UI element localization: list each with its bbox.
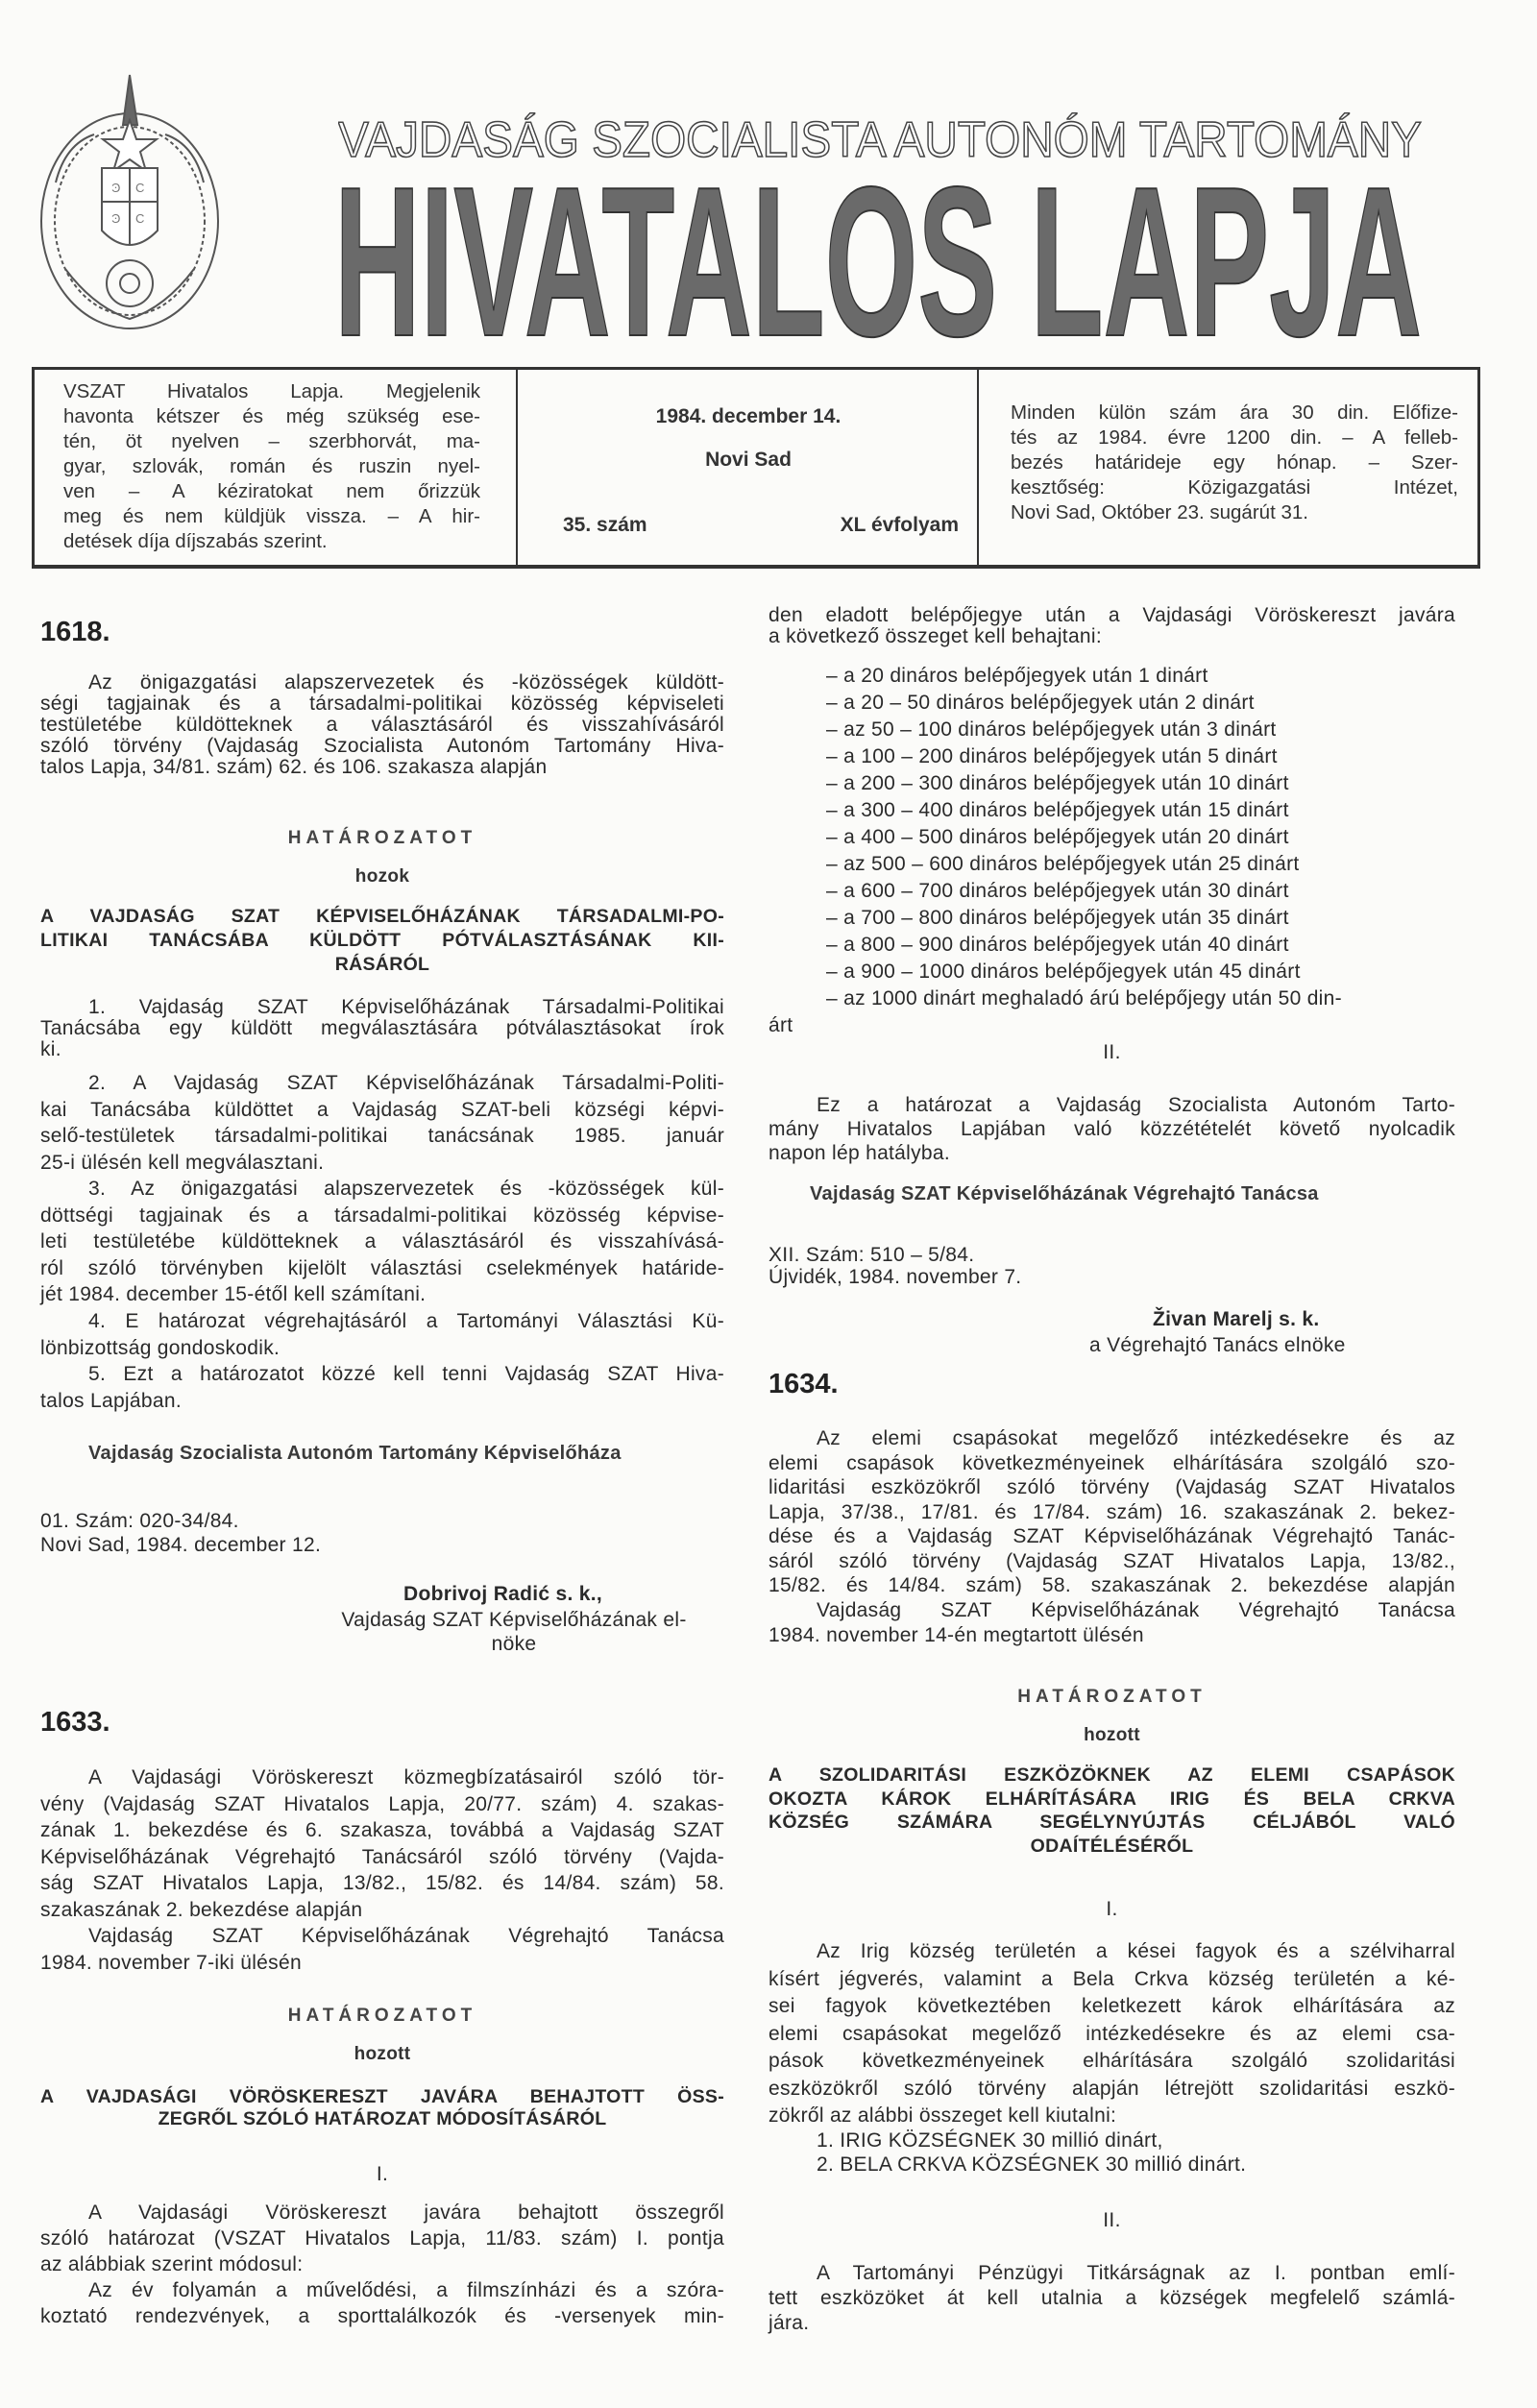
text-line: – a 20 – 50 dináros belépőjegyek után 2 dinárt (826, 692, 1255, 714)
item-4 (40, 1308, 724, 1361)
section-2-1634: II. (1103, 2209, 1121, 2231)
para-3-1633 (768, 1093, 1455, 1165)
text-line: zökről az alábbi összeget kell kiutalni: (768, 2104, 1117, 2127)
section-2-1633: II. (1103, 1041, 1121, 1063)
subscription-notice (1011, 401, 1458, 525)
text-line: 25-i ülésén kell megválasztani. (40, 1151, 325, 1174)
text-line: Vajdaság SZAT Képviselőházának Végrehajtó Tanácsa (817, 1599, 1455, 1621)
text-line: tés az 1984. évre 1200 din. – A felleb- (1011, 426, 1458, 449)
svg-text:Ͽ: Ͽ (111, 181, 121, 195)
text-line: döttségi tagjainak és a társadalmi-politikai közösség képvise- (40, 1204, 724, 1227)
decision-number-1633: 1633. (40, 1707, 110, 1738)
text-line: Minden külön szám ára 30 din. Előfize- (1011, 401, 1458, 424)
text-line: elemi csapások következményeinek elhárítására szolgáló szo- (768, 1451, 1455, 1474)
svg-text:Ͽ: Ͽ (111, 211, 121, 226)
text-line: ki. (40, 1038, 61, 1060)
heading-1618: HATÁROZATOT (287, 828, 477, 848)
text-line: Vajdaság SZAT Képviselőházának el- (341, 1609, 687, 1631)
text-line: lönbizottság gondoskodik. (40, 1336, 281, 1359)
text-line: Tanácsába egy küldött megválasztására pótválasztásokat írok (40, 1017, 724, 1039)
text-line: jét 1984. december 15-étől kell számítani. (40, 1283, 427, 1305)
text-line: Az Irig község területén a kései fagyok és a szélviharral (817, 1940, 1455, 1962)
item-2 (40, 1070, 724, 1176)
text-line: kai Tanácsába küldöttet a Vajdaság SZAT-beli községi képvi- (40, 1098, 724, 1121)
text-line: Ez a határozat a Vajdaság Szocialista Autonóm Tarto- (817, 1094, 1455, 1116)
text-line: RÁSÁRÓL (334, 954, 430, 975)
text-line: tett eszközöket át kell utalnia a községek megfelelő számlá- (768, 2287, 1455, 2309)
session-1633 (40, 1923, 724, 1976)
text-line: – a 100 – 200 dináros belépőjegyek után 5 dinárt (826, 745, 1278, 767)
text-line: ról szóló törvényben kijelölt választási cselekmények határide- (40, 1256, 724, 1279)
coat-of-arms-emblem (27, 67, 233, 341)
text-line: A VAJDASÁGI VÖRÖSKERESZT JAVÁRA BEHAJTOTT ÖSS- (40, 2086, 724, 2107)
text-line: – a 20 dináros belépőjegyek után 1 dinárt (826, 665, 1208, 687)
section-1-1633: I. (376, 2163, 389, 2185)
svg-text:C: C (135, 211, 145, 226)
issue-place: Novi Sad (705, 449, 792, 471)
emblem-icon (27, 67, 233, 341)
text-line: – a 300 – 400 dináros belépőjegyek után 15 dinárt (826, 799, 1289, 821)
text-line: ven – A kéziratokat nem őrizzük (63, 480, 480, 502)
para-2-1634 (768, 2261, 1455, 2336)
title-1633 (40, 2086, 724, 2130)
text-line: 5. Ezt a határozatot közzé kell tenni Vajdaság SZAT Hiva- (88, 1363, 724, 1385)
signer-title-1633: a Végrehajtó Tanács elnöke (1089, 1334, 1346, 1356)
verb-1633: hozott (354, 2044, 411, 2064)
item-5 (40, 1361, 724, 1414)
title-1634 (768, 1763, 1455, 1858)
text-line: szóló törvény (Vajdaság Szocialista Autonóm Tartomány Hiva- (40, 735, 724, 757)
text-line: eszközökről szóló törvény alapján létrejött szolidaritási eszkö- (768, 2077, 1455, 2100)
text-line: A Vajdasági Vöröskereszt közmegbízatásairól szóló tör- (88, 1766, 724, 1788)
text-line: Képviselőházának Végrehajtó Tanácsáról szóló törvény (Vajda- (40, 1845, 724, 1868)
text-line: bezés határideje egy hónap. – Szer- (1011, 451, 1458, 474)
masthead-title (334, 179, 1426, 342)
rates-list-tail: árt (768, 1014, 793, 1036)
text-line: A VAJDASÁG SZAT KÉPVISELŐHÁZÁNAK TÁRSADALMI-PO- (40, 906, 724, 927)
rates-list (826, 663, 1455, 1012)
text-line: A Tartományi Pénzügyi Titkárságnak az I. pontban emlí- (817, 2262, 1455, 2284)
publication-notice (63, 379, 480, 554)
text-line: ZEGRŐL SZÓLÓ HATÁROZAT MÓDOSÍTÁSÁRÓL (158, 2108, 607, 2129)
para-2-continued-1633 (768, 605, 1455, 647)
para-1-1633 (40, 2200, 724, 2277)
text-line: vény (Vajdaság SZAT Hivatalos Lapja, 20/77. szám) 4. szakas- (40, 1792, 724, 1815)
para-1-1634 (768, 1938, 1455, 2130)
text-line: 2. A Vajdaság SZAT Képviselőházának Társadalmi-Politi- (88, 1072, 724, 1094)
text-line: 1. IRIG KÖZSÉGNEK 30 millió dinárt, (817, 2129, 1163, 2152)
ref-number-1633: XII. Szám: 510 – 5/84. (768, 1244, 975, 1266)
text-line: ság SZAT Hivatalos Lapja, 13/82., 15/82. és 14/84. szám) 58. (40, 1872, 724, 1894)
text-line: Az elemi csapásokat megelőző intézkedésekre és az (817, 1427, 1455, 1449)
text-line: – az 500 – 600 dináros belépőjegyek után 25 dinárt (826, 853, 1300, 875)
issuer-1618: Vajdaság Szocialista Autonóm Tartomány Képviselőháza (88, 1443, 622, 1464)
allocations-list (817, 2128, 1455, 2177)
text-line: – a 600 – 700 dináros belépőjegyek után 30 dinárt (826, 880, 1289, 902)
heading-1633: HATÁROZATOT (287, 2006, 477, 2026)
text-line: 15/82. és 14/84. szám) 58. szakaszának 2. bekezdése alapján (768, 1574, 1455, 1596)
text-line: 2. BELA CRKVA KÖZSÉGNEK 30 millió dinárt. (817, 2153, 1247, 2176)
text-line: koztató rendezvények, a sporttalálkozók és -versenyek min- (40, 2305, 724, 2327)
text-line: elemi csapásokat megelőző intézkedésekre és az elemi csa- (768, 2022, 1455, 2045)
text-line: sei fagyok következtében keletkezett károk elhárítására az (768, 1995, 1455, 2017)
text-line: napon lép hatályba. (768, 1142, 951, 1164)
title-1618 (40, 905, 724, 977)
verb-1618: hozok (354, 866, 410, 887)
text-line: nöke (491, 1633, 537, 1655)
text-line: – az 50 – 100 dináros belépőjegyek után 3 dinárt (826, 718, 1277, 741)
text-line: – a 900 – 1000 dináros belépőjegyek után 45 dinárt (826, 961, 1301, 983)
text-line: 1984. november 7-iki ülésén (40, 1951, 302, 1974)
preamble-1634 (768, 1426, 1455, 1598)
text-line: talos Lapja, 34/81. szám) 62. és 106. szakasza alapján (40, 756, 548, 778)
text-line: mány Hivatalos Lapjában való közzétételét követő nyolcadik (768, 1118, 1455, 1140)
issue-date: 1984. december 14. (655, 405, 842, 427)
volume-number: XL évfolyam (840, 514, 959, 536)
preamble-1618 (40, 672, 724, 778)
text-line: dése és a Vajdaság SZAT Képviselőházának Végrehajtó Tanác- (768, 1525, 1455, 1547)
text-line: – az 1000 dinárt meghaladó árú belépőjegy után 50 din- (826, 987, 1342, 1009)
preamble-1633 (40, 1764, 724, 1923)
text-line: KÖZSÉG SZÁMÁRA SEGÉLYNYÚJTÁS CÉLJÁBÓL VALÓ (768, 1812, 1455, 1833)
text-line: A SZOLIDARITÁSI ESZKÖZÖKNEK AZ ELEMI CSAPÁSOK (768, 1764, 1455, 1786)
text-line: ODAÍTÉLÉSÉRŐL (1030, 1835, 1194, 1857)
text-line: Lapja, 37/38., 17/81. és 17/84. szám) 16. szakaszának 2. bekez- (768, 1500, 1455, 1523)
text-line: detések díja díjszabás szerint. (63, 530, 328, 552)
text-line: jára. (768, 2312, 810, 2334)
text-line: sáról szóló törvény (Vajdaság SZAT Hivatalos Lapja, 13/82., (768, 1549, 1455, 1572)
text-line: LITIKAI TANÁCSÁBA KÜLDÖTT PÓTVÁLASZTÁSÁNAK KII- (40, 930, 724, 951)
text-line: a következő összeget kell behajtani: (768, 625, 1103, 647)
text-line: VSZAT Hivatalos Lapja. Megjelenik (63, 380, 480, 402)
text-line: kísért jégverés, valamint a Bela Crkva község területén a ké- (768, 1967, 1455, 1990)
text-line: 3. Az önigazgatási alapszervezetek és -közösségek kül- (88, 1178, 724, 1200)
text-line: lidaritási eszközökről szóló törvény (Vajdaság SZAT Hivatalos (768, 1476, 1455, 1498)
text-line: Az önigazgatási alapszervezetek és -közösségek küldött- (88, 671, 724, 693)
text-line: leti testületébe küldötteknek a választásáról és visszahívásá- (40, 1230, 724, 1253)
session-1634 (768, 1598, 1455, 1647)
svg-text:C: C (135, 181, 145, 195)
text-line: OKOZTA KÁROK ELHÁRÍTÁSÁRA IRIG ÉS BELA CRKVA (768, 1788, 1455, 1810)
heading-1634: HATÁROZATOT (1017, 1687, 1207, 1707)
text-line: meg és nem küldjük vissza. – A hir- (63, 505, 480, 527)
text-line: Novi Sad, Október 23. sugárút 31. (1011, 501, 1308, 523)
text-line: pások következményeinek elhárítására szolgáló szolidaritási (768, 2050, 1455, 2072)
item-3 (40, 1176, 724, 1308)
text-line: gyar, szlovák, román és ruszin nyel- (63, 455, 480, 477)
text-line: – a 400 – 500 dináros belépőjegyek után 20 dinárt (826, 826, 1289, 848)
issuer-1633: Vajdaság SZAT Képviselőházának Végrehajtó Tanácsa (810, 1183, 1319, 1204)
text-line: selő-testületek társadalmi-politikai tanácsának 1985. január (40, 1125, 724, 1147)
text-line: A Vajdasági Vöröskereszt javára behajtott összegről (88, 2201, 724, 2224)
publication-info-box (32, 367, 1480, 569)
text-line: 4. E határozat végrehajtásáról a Tartományi Választási Kü- (88, 1310, 724, 1332)
text-line: Az év folyamán a művelődési, a filmszínházi és a szóra- (88, 2279, 724, 2301)
signer-1618: Dobrivoj Radić s. k., (403, 1583, 603, 1605)
text-line: havonta kétszer és még szükség ese- (63, 405, 480, 427)
text-line: 1984. november 14-én megtartott ülésén (768, 1623, 1144, 1646)
text-line: testületébe küldötteknek a választásáról és visszahívásáról (40, 714, 724, 736)
text-line: ségi tagjainak és a társadalmi-politikai közösség képviseleti (40, 693, 724, 715)
para-2-1633 (40, 2277, 724, 2329)
ref-date-1618: Novi Sad, 1984. december 12. (40, 1534, 322, 1556)
text-line: den eladott belépőjegye után a Vajdasági Vöröskereszt javára (768, 604, 1455, 626)
signer-1633: Živan Marelj s. k. (1153, 1308, 1320, 1330)
verb-1634: hozott (1084, 1725, 1140, 1745)
text-line: az alábbiak szerint módosul: (40, 2253, 304, 2275)
text-line: tén, öt nyelven – szerbhorvát, ma- (63, 430, 480, 452)
decision-number-1618: 1618. (40, 617, 110, 647)
text-line: szóló határozat (VSZAT Hivatalos Lapja, 11/83. szám) I. pontja (40, 2227, 724, 2250)
text-line: 1. Vajdaság SZAT Képviselőházának Társadalmi-Politikai (88, 996, 724, 1018)
masthead-title-text: HIVATALOS LAPJA (334, 179, 1422, 342)
decision-number-1634: 1634. (768, 1369, 839, 1399)
ref-number-1618: 01. Szám: 020-34/84. (40, 1510, 239, 1532)
text-line: – a 200 – 300 dináros belépőjegyek után 10 dinárt (826, 772, 1289, 794)
section-1-1634: I. (1106, 1898, 1118, 1920)
text-line: – a 700 – 800 dináros belépőjegyek után 35 dinárt (826, 907, 1289, 929)
ref-date-1633: Újvidék, 1984. november 7. (768, 1266, 1022, 1288)
text-line: – a 800 – 900 dináros belépőjegyek után 40 dinárt (826, 934, 1289, 956)
masthead-subtitle (338, 110, 1426, 164)
item-1 (40, 997, 724, 1060)
signer-title-1618 (304, 1608, 724, 1656)
issue-number: 35. szám (563, 514, 647, 536)
text-line: szakaszának 2. bekezdése alapján (40, 1898, 363, 1921)
text-line: zának 1. bekezdése és 6. szakasza, továbbá a Vajdaság SZAT (40, 1819, 724, 1841)
text-line: kesztőség: Közigazgatási Intézet, (1011, 476, 1458, 499)
text-line: Vajdaság SZAT Képviselőházának Végrehajtó Tanácsa (88, 1925, 724, 1947)
masthead-subtitle-text: VAJDASÁG SZOCIALISTA AUTONÓM TARTOMÁNY (338, 112, 1422, 164)
text-line: talos Lapjában. (40, 1389, 182, 1412)
